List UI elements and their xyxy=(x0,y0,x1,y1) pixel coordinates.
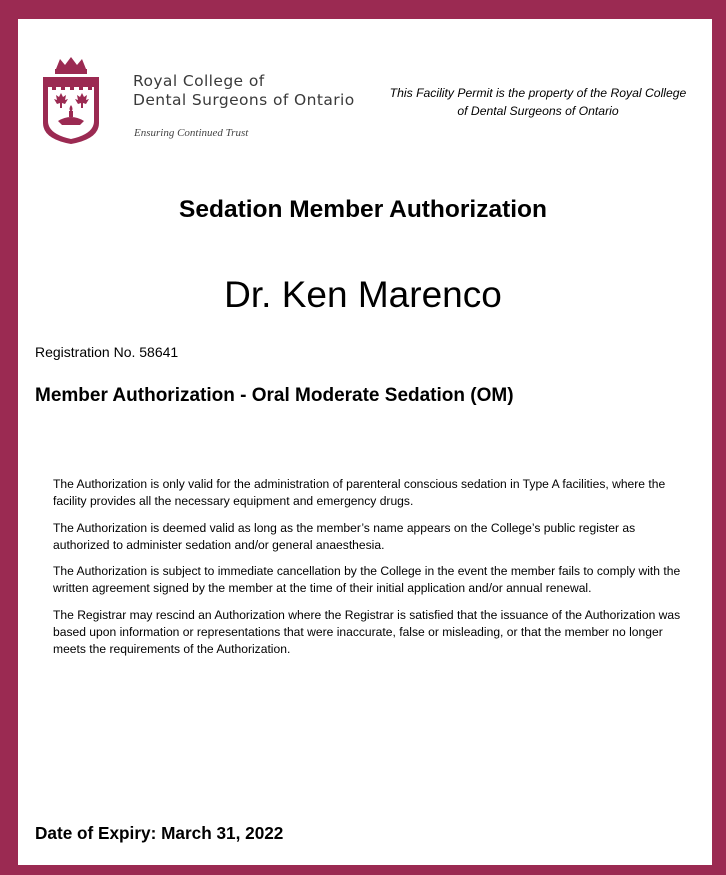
terms-paragraph: The Authorization is subject to immediate cancellation by the College in the event the member fails to comply with the written agreement signed by the member at the time of their initial application and/or annual renewal. xyxy=(53,564,681,596)
terms-paragraph: The Registrar may rescind an Authorization where the Registrar is satisfied that the issuance of the Authorization was based upon information or representations that were inaccurate, false or misleading, or that the member no longer meets the requirements of the Authorization. xyxy=(53,607,681,657)
college-crest-icon xyxy=(40,55,102,145)
certificate-title: Sedation Member Authorization xyxy=(179,196,547,223)
organization-name-line-1: Royal College of xyxy=(133,72,265,90)
property-notice: This Facility Permit is the property of the Royal College of Dental Surgeons of Ontario xyxy=(389,86,687,118)
terms-paragraph: The Authorization is only valid for the administration of parenteral conscious sedation in Type A facilities, where the facility provides all the necessary equipment and emergency drugs. xyxy=(53,477,666,509)
terms-paragraph: The Authorization is deemed valid as long as the member’s name appears on the College’s public register as authorized to administer sedation and/or general anaesthesia. xyxy=(53,520,636,552)
authorization-terms xyxy=(53,476,688,668)
organization-tagline: Ensuring Continued Trust xyxy=(134,127,249,139)
authorization-type: Member Authorization - Oral Moderate Sedation (OM) xyxy=(35,385,514,406)
organization-name-line-2: Dental Surgeons of Ontario xyxy=(133,91,355,109)
member-name: Dr. Ken Marenco xyxy=(224,274,502,315)
expiry-date: Date of Expiry: March 31, 2022 xyxy=(35,823,284,843)
registration-number: Registration No. 58641 xyxy=(35,344,179,360)
organization-name xyxy=(133,72,355,110)
